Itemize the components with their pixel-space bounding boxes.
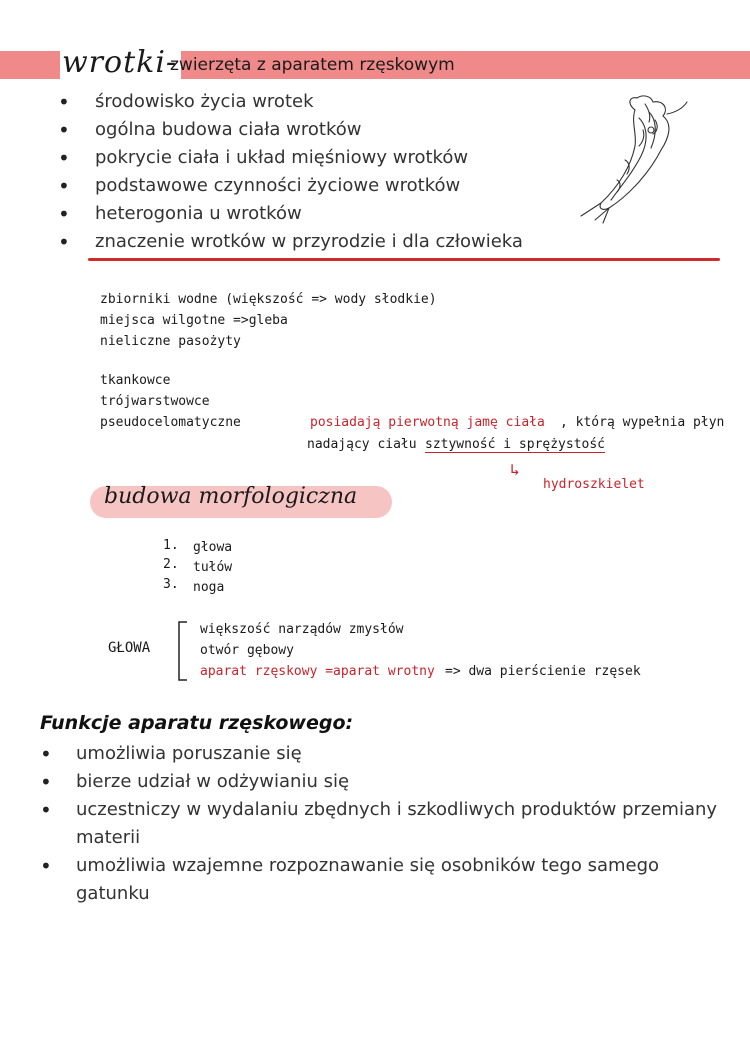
note-hydroskeleton: hydroszkielet bbox=[543, 477, 645, 492]
list-item: • znaczenie wrotków w przyrodzie i dla człowieka bbox=[58, 228, 578, 256]
part-label: tułów bbox=[193, 560, 233, 575]
page-title: wrotki- bbox=[60, 44, 181, 82]
list-item: • uczestniczy w wydalaniu zbędnych i szkodliwych produktów przemiany materii bbox=[40, 796, 720, 852]
note-structure-2: trójwarstwowce bbox=[100, 394, 210, 409]
list-item: • podstawowe czynności życiowe wrotków bbox=[58, 172, 578, 200]
list-item: • umożliwia poruszanie się bbox=[40, 740, 720, 768]
part-number: 2. bbox=[163, 557, 179, 572]
head-item-mouth: otwór gębowy bbox=[200, 643, 294, 658]
note-habitat-2: miejsca wilgotne =>gleba bbox=[100, 313, 288, 328]
note-giving: nadający ciału bbox=[307, 437, 417, 452]
list-item: • umożliwia wzajemne rozpoznawanie się osobników tego samego gatunku bbox=[40, 852, 720, 908]
list-item: • pokrycie ciała i układ mięśniowy wrotków bbox=[58, 144, 578, 172]
list-item: • ogólna budowa ciała wrotków bbox=[58, 116, 578, 144]
list-item: • bierze udział w odżywianiu się bbox=[40, 768, 720, 796]
part-number: 3. bbox=[163, 577, 179, 592]
functions-heading: Funkcje aparatu rzęskowego: bbox=[40, 712, 354, 734]
note-fluid: , którą wypełnia płyn bbox=[560, 415, 725, 430]
functions-list bbox=[40, 740, 720, 908]
head-item-rings: => dwa pierścienie rzęsek bbox=[445, 664, 641, 679]
header-pill bbox=[0, 51, 62, 79]
list-item: • środowisko życia wrotek bbox=[58, 88, 578, 116]
page-subtitle: zwierzęta z aparatem rzęskowym bbox=[170, 55, 455, 75]
note-stiffness: sztywność i sprężystość bbox=[425, 437, 606, 452]
note-structure-3: pseudocelomatyczne bbox=[100, 415, 241, 430]
bracket-icon bbox=[176, 620, 188, 682]
topics-list bbox=[58, 88, 578, 256]
divider-line bbox=[88, 258, 720, 261]
part-label: głowa bbox=[193, 540, 233, 555]
rotifer-illustration bbox=[565, 90, 705, 225]
note-structure-1: tkankowce bbox=[100, 373, 171, 388]
head-label: GŁOWA bbox=[108, 640, 151, 656]
part-number: 1. bbox=[163, 538, 179, 553]
note-habitat-1: zbiorniki wodne (większość => wody słodkie) bbox=[100, 292, 437, 307]
section-title: budowa morfologiczna bbox=[104, 484, 358, 509]
head-item-senses: większość narządów zmysłów bbox=[200, 622, 404, 637]
head-item-ciliary: aparat rzęskowy =aparat wrotny bbox=[200, 664, 435, 679]
list-item: • heterogonia u wrotków bbox=[58, 200, 578, 228]
arrow-icon: ↳ bbox=[510, 460, 520, 479]
part-label: noga bbox=[193, 580, 225, 595]
note-habitat-3: nieliczne pasożyty bbox=[100, 334, 241, 349]
note-red-cavity: posiadają pierwotną jamę ciała bbox=[310, 415, 545, 430]
